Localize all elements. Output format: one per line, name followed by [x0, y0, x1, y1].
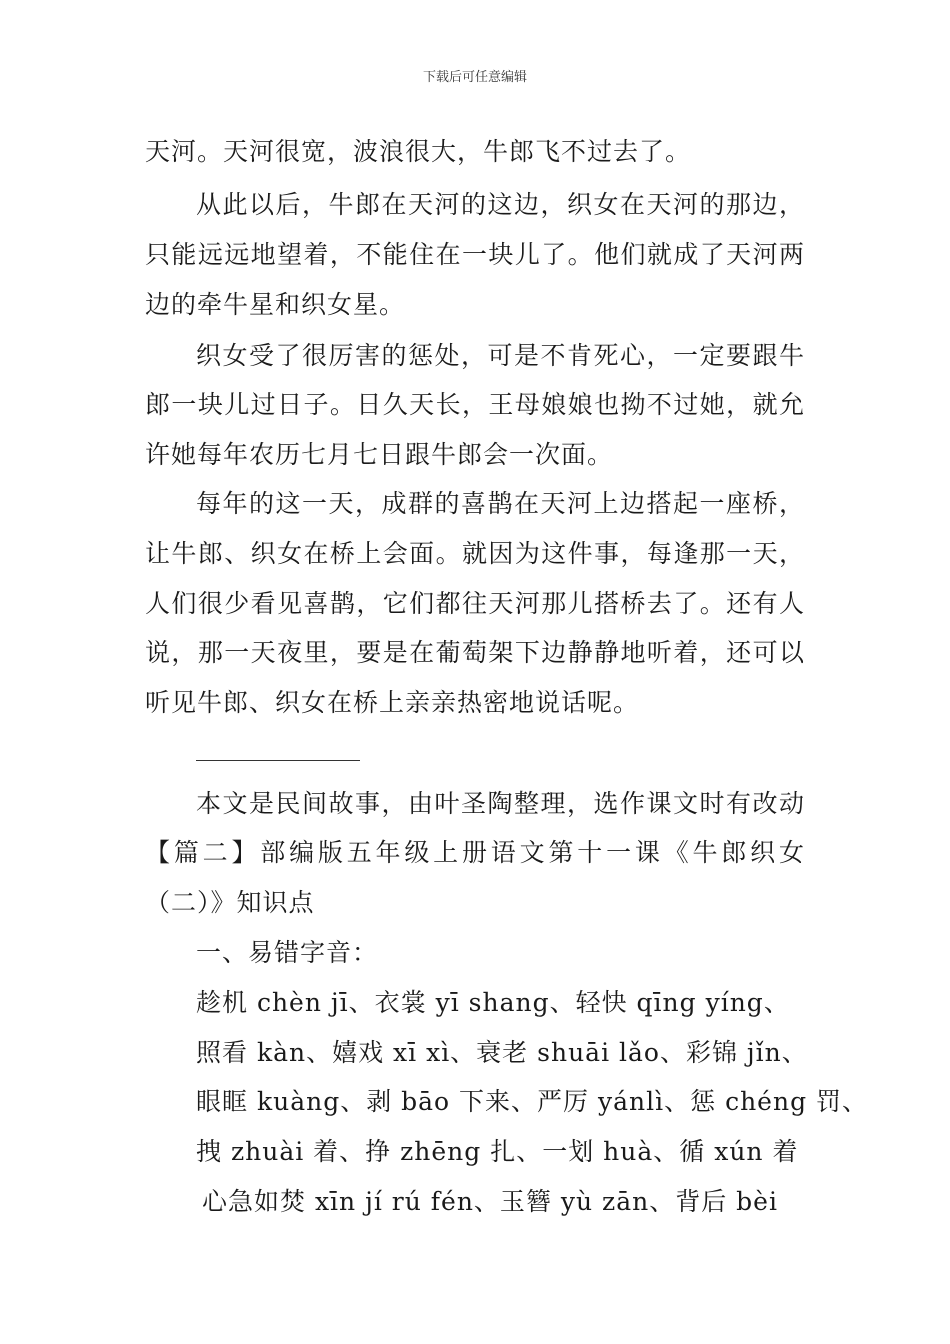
- pinyin-line: 趁机 chèn jī、衣裳 yī shang、轻快 qīng yíng、: [196, 988, 790, 1017]
- text-line: 从此以后，牛郎在天河的这边，织女在天河的那边，: [196, 190, 805, 219]
- footnote-divider: [196, 760, 360, 761]
- text-line: 说，那一天夜里，要是在葡萄架下边静静地听着，还可以: [145, 638, 805, 667]
- text-line: 边的牵牛星和织女星。: [145, 290, 406, 319]
- text-line: 每年的这一天，成群的喜鹊在天河上边搭起一座桥，: [196, 489, 805, 518]
- text-line: 人们很少看见喜鹊，它们都往天河那儿搭桥去了。还有人: [145, 589, 805, 618]
- text-line: 只能远远地望着，不能住在一块儿了。他们就成了天河两: [145, 240, 805, 269]
- section-heading-cont: （二）》知识点: [145, 888, 315, 917]
- text-line: 许她每年农历七月七日跟牛郎会一次面。: [145, 440, 614, 469]
- subsection-heading: 一、易错字音：: [196, 938, 379, 967]
- pinyin-line: 拽 zhuài 着、挣 zhēng 扎、一划 huà、循 xún 着: [196, 1137, 799, 1166]
- pinyin-line: 心急如焚 xīn jí rú fén、玉簪 yù zān、背后 bèi: [202, 1187, 778, 1216]
- pinyin-line: 照看 kàn、嬉戏 xī xì、衰老 shuāi lǎo、彩锦 jǐn、: [196, 1038, 808, 1067]
- section-heading: 【篇二】部编版五年级上册语文第十一课《牛郎织女: [145, 838, 805, 867]
- page-header: 下载后可任意编辑: [422, 70, 527, 85]
- footnote-text: 本文是民间故事，由叶圣陶整理，选作课文时有改动: [196, 789, 805, 818]
- text-line: 天河。天河很宽，波浪很大，牛郎飞不过去了。: [145, 137, 692, 166]
- text-line: 织女受了很厉害的惩处，可是不肯死心，一定要跟牛: [196, 341, 805, 370]
- text-line: 让牛郎、织女在桥上会面。就因为这件事，每逢那一天，: [145, 539, 805, 568]
- pinyin-line: 眼眶 kuàng、剥 bāo 下来、严厉 yánlì、惩 chéng 罚、: [196, 1087, 869, 1116]
- text-line: 郎一块儿过日子。日久天长，王母娘娘也拗不过她，就允: [145, 390, 805, 419]
- text-line: 听见牛郎、织女在桥上亲亲热密地说话呢。: [145, 688, 640, 717]
